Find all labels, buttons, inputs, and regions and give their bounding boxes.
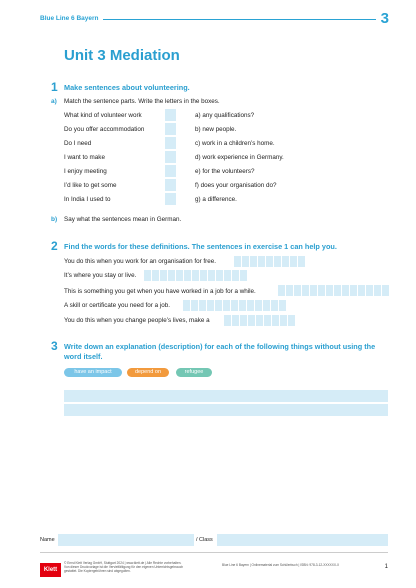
match-left-3: Do I need: [64, 140, 92, 147]
exercise-1b-instruction: Say what the sentences mean in German.: [64, 216, 182, 223]
definition-line-3: This is something you get when you have worked in a job for a while.: [64, 288, 256, 295]
name-field[interactable]: [58, 534, 194, 546]
class-label: / Class: [196, 537, 213, 543]
exercise-1b-letter: b): [51, 216, 58, 223]
tag-refugee: refugee: [176, 368, 212, 377]
match-right-d: d) work experience in Germany.: [195, 154, 284, 161]
page-title: Unit 3 Mediation: [64, 47, 180, 64]
definition-line-2: It’s where you stay or live.: [64, 272, 137, 279]
header-line: [103, 19, 376, 20]
publisher-logo: Klett: [40, 563, 61, 577]
exercise-2-title: Find the words for these definitions. The sentences in exercise 1 can help you.: [64, 242, 337, 251]
definition-line-1: You do this when you work for an organisation for free.: [64, 258, 217, 265]
match-answer-box-6[interactable]: [165, 179, 176, 191]
letter-cells-2[interactable]: [144, 270, 247, 281]
match-right-a: a) any qualifications?: [195, 112, 255, 119]
header-series: Blue Line 6 Bayern: [40, 15, 99, 22]
letter-cells-3[interactable]: [278, 285, 389, 296]
match-right-g: g) a difference.: [195, 196, 237, 203]
match-answer-box-3[interactable]: [165, 137, 176, 149]
exercise-3-title: Write down an explanation (description) for each of the following things without using the word itself.: [64, 342, 376, 361]
book-info: Blue Line 6 Bayern | Onlinematerial zum Schülerbuch | ISBN: 978-3-12-XXXXXX-X: [222, 563, 340, 567]
writing-line-1[interactable]: [64, 390, 388, 402]
writing-line-2[interactable]: [64, 404, 388, 416]
exercise-1a-letter: a): [51, 98, 57, 105]
exercise-1-number: 1: [51, 80, 58, 94]
match-left-1: What kind of volunteer work: [64, 112, 142, 119]
match-answer-box-2[interactable]: [165, 123, 176, 135]
letter-cells-5[interactable]: [224, 315, 295, 326]
match-answer-box-1[interactable]: [165, 109, 176, 121]
exercise-3-number: 3: [51, 339, 58, 353]
definition-line-4: A skill or certificate you need for a job.: [64, 302, 171, 309]
exercise-1a-instruction: Match the sentence parts. Write the letters in the boxes.: [64, 98, 220, 105]
match-right-f: f) does your organisation do?: [195, 182, 277, 189]
exercise-1-title: Make sentences about volunteering.: [64, 83, 190, 92]
match-answer-box-7[interactable]: [165, 193, 176, 205]
class-field[interactable]: [217, 534, 388, 546]
footer-divider: [40, 552, 388, 553]
name-label: Name: [40, 537, 55, 543]
match-right-b: b) new people.: [195, 126, 237, 133]
match-answer-box-4[interactable]: [165, 151, 176, 163]
match-right-e: e) for the volunteers?: [195, 168, 255, 175]
letter-cells-1[interactable]: [234, 256, 305, 267]
header-unit-number: 3: [380, 10, 389, 27]
page-number: 1: [384, 564, 388, 570]
match-left-7: In India I used to: [64, 196, 111, 203]
match-right-c: c) work in a children’s home.: [195, 140, 275, 147]
definition-line-5: You do this when you change people’s lives, make a: [64, 317, 210, 324]
match-left-2: Do you offer accommodation: [64, 126, 145, 133]
match-answer-box-5[interactable]: [165, 165, 176, 177]
exercise-2-number: 2: [51, 239, 58, 253]
match-left-5: I enjoy meeting: [64, 168, 107, 175]
tag-depend-on: depend on: [127, 368, 169, 377]
letter-cells-4[interactable]: [183, 300, 286, 311]
match-left-6: I’d like to get some: [64, 182, 117, 189]
copyright-text: © Ernst Klett Verlag GmbH, Stuttgart 2024 | www.klett.de | Alle Rechte vorbehalten. Von dieser Druckvorlage ist die Vervielfältigung für den eigenen Unterrichtsgebrauch gestattet. Die Kopiergebühren sind abgegolten.: [64, 561, 184, 573]
match-left-4: I want to make: [64, 154, 105, 161]
tag-have-an-impact: have an impact: [64, 368, 122, 377]
